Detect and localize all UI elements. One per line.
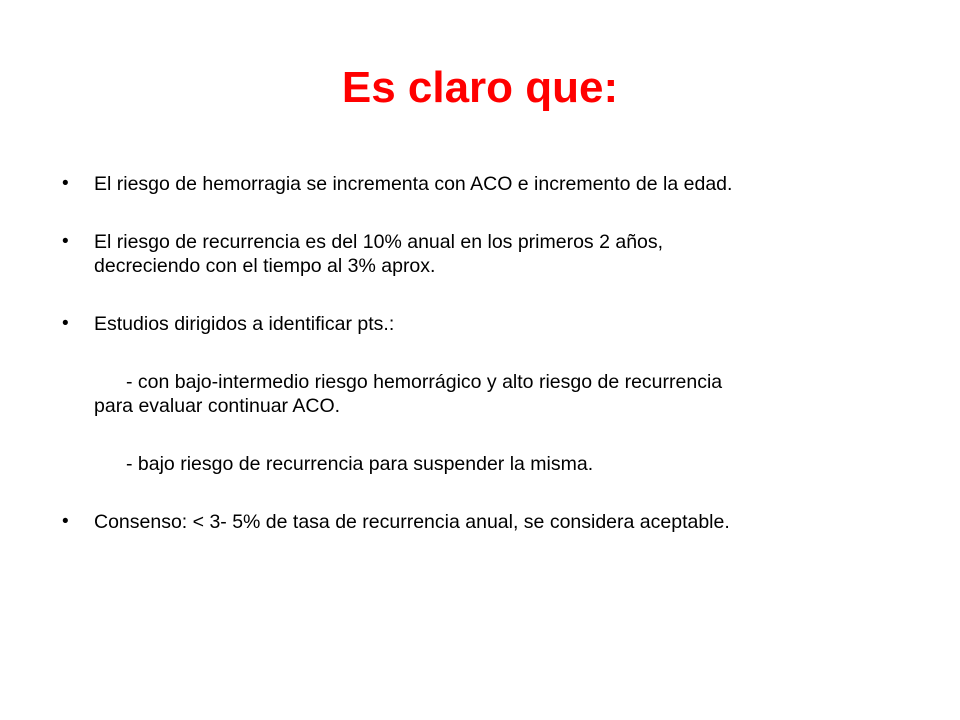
bullet-item-studies	[60, 312, 910, 336]
slide-title: Es claro que:	[341, 63, 619, 112]
bullet-text: El riesgo de hemorragia se incrementa con ACO e incremento de la edad.	[94, 173, 733, 195]
bullet-item-recurrence-risk	[60, 230, 910, 278]
bullet-icon: •	[62, 173, 69, 194]
bullet-text-line-1: El riesgo de recurrencia es del 10% anual en los primeros 2 años,	[94, 231, 664, 253]
sub-item-suspend	[60, 452, 910, 476]
sub-item-text: - bajo riesgo de recurrencia para suspender la misma.	[126, 453, 594, 475]
sub-item-text-line-2: para evaluar continuar ACO.	[94, 395, 341, 417]
sub-item-continue-aco	[60, 370, 910, 418]
bullet-text: Estudios dirigidos a identificar pts.:	[94, 313, 395, 335]
bullet-item-hemorrhage-risk	[60, 172, 910, 196]
bullet-icon: •	[62, 511, 69, 532]
bullet-item-consensus	[60, 510, 910, 534]
sub-item-text-line-1: - con bajo-intermedio riesgo hemorrágico y alto riesgo de recurrencia	[126, 371, 723, 393]
bullet-text-line-2: decreciendo con el tiempo al 3% aprox.	[94, 255, 436, 277]
bullet-icon: •	[62, 313, 69, 334]
slide-content	[60, 168, 910, 534]
bullet-icon: •	[62, 231, 69, 252]
bullet-text: Consenso: < 3- 5% de tasa de recurrencia anual, se considera aceptable.	[94, 511, 730, 533]
